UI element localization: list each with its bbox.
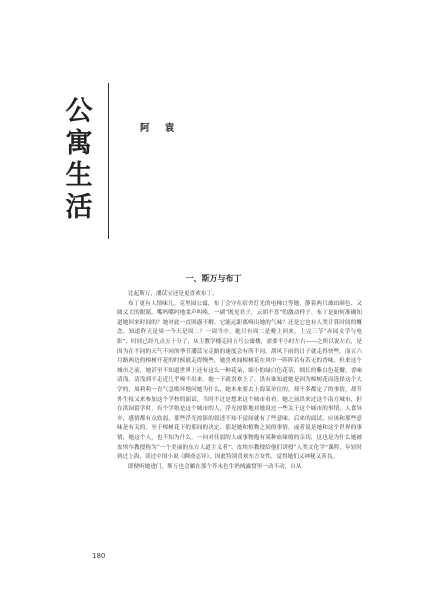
author-name: 阿 袁: [140, 123, 181, 134]
body-text: [117, 290, 362, 472]
paragraph: 即便听她进门，斯万也会躺在那个芥末色牛奶绒露窝里一动不动，自从: [128, 463, 302, 470]
article-title: 公寓生活: [65, 96, 93, 223]
title-divider: [108, 83, 109, 239]
paragraph: 比起斯万，潘苡宝还是更喜欢布丁。: [128, 291, 218, 297]
paragraph: 布丁更有人情味儿。克里园公寓，布丁会守在宿舍灯光的电梯口等她，静着两只玻珀颜色、又圆又大的眼睛，嘴吗嘴吗地柔声叫唤，一副“既见君子，云胡不喜”的激动样子。布丁是如何准确知道她回来时间的？她对此一直困惑不解。它能远距离嗅出她的气味？还是它也有人类计算时间的概念，知道昨天是周一今天是周二？一周当中，她只有周二是晚上回来，上完三节“赤园文学与电影”，时间已经九点五十分了，从主教学楼走回五号公寓楼，需要半小时左右——之所以说左右，是因为在不同的天气不同的季节潘苡宝走路的速度会有所不同，刮风下雨的日子就走得快些，而五六月路两边的樟树开花的时候就走得慢些，她喜欢闻樟树花在风中一阵阵若有若无的香味。但来这个城市之前，她甚至不知道世界上还有这么一种花朵，细小的绿白色花蒂，细长的紫白色花瓣，香味清浅，清浅到不走近几乎嗅不出来。她一下就喜欢上了。洪有谁知道她是因为樟树花而选择这个大学的，周莉莉一直气急败坏地问她为什么，她本来要去上海某单位的，却不多都定了的事情，却节外生枝又来参加这个学校的面试。当时不过是想来这个城市看看。她之前洪来过这个南方城市，但在洪园留学时，有个学姐是这个城市的人，浮光掠影地对她说过一些关于这个城市的事情，人食异乡，感情都有点软弱，那些浮光掠影的叙述不知不觉间就有了些意味。后来的面试，应该和那些意味是有关的。至于樟树花下的那间的决定，那是她和植物之间的事情，或者说是她和这个世界的事情，她这个人，也不知为什么，一向对佳弱的人或事物抱有某种血缘般的亲切，这也是为什么她被皮埃尔教授称为“一个美丽的东方人道主义者”。皮埃尔教授给他们讲授“人类文化学”课程，年轻时到过上海，读过中国小说《聊斋志异》，因此特别喜欢东方女性，觉得她们又神秘又善良。: [117, 300, 362, 461]
page-number: 180: [92, 552, 106, 560]
section-heading: 一、斯万与布丁: [185, 274, 242, 283]
